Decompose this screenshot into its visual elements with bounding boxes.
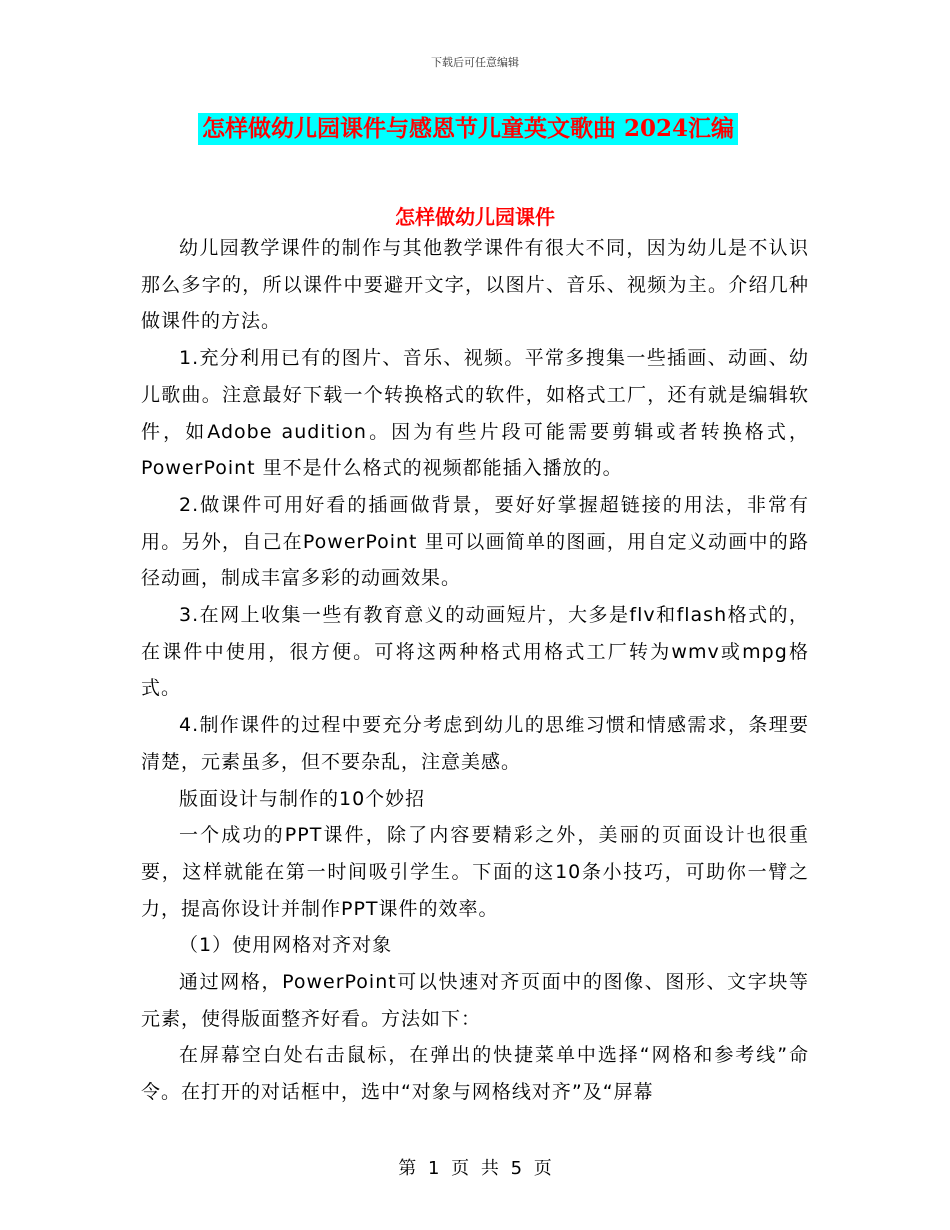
paragraph-tip-1: 1.充分利用已有的图片、音乐、视频。平常多搜集一些插画、动画、幼儿歌曲。注意最好下载一个转换格式的软件，如格式工厂，还有就是编辑软件，如Adobe audition。因为有些片段可能需要剪辑或者转换格式，PowerPoint 里不是什么格式的视频都能插入播放的。 [141,347,809,480]
document-title: 怎样做幼儿园课件与感恩节儿童英文歌曲 2024汇编 [198,113,738,145]
section-title: 怎样做幼儿园课件 [395,205,555,229]
page-footer: 第 1 页 共 5 页 [398,1158,552,1179]
paragraph-grid-intro: 通过网格，PowerPoint可以快速对齐页面中的图像、图形、文字块等元素，使得版面整齐好看。方法如下： [141,971,809,1030]
paragraph-item-1-heading: （1）使用网格对齐对象 [179,934,393,957]
paragraph-intro: 幼儿园教学课件的制作与其他教学课件有很大不同，因为幼儿是不认识那么多字的，所以课件中要避开文字，以图片、音乐、视频为主。介绍几种做课件的方法。 [141,237,809,333]
paragraph-grid-steps: 在屏幕空白处右击鼠标，在弹出的快捷菜单中选择“网格和参考线”命令。在打开的对话框中，选中“对象与网格线对齐”及“屏幕 [141,1044,809,1104]
paragraph-tip-2: 2.做课件可用好看的插画做背景，要好好掌握超链接的用法，非常有用。另外，自己在PowerPoint 里可以画简单的图画，用自定义动画中的路径动画，制成丰富多彩的动画效果。 [141,493,809,590]
header-note: 下载后可任意编辑 [431,56,519,69]
body-text [141,230,809,1111]
paragraph-subheading: 版面设计与制作的10个妙招 [179,787,426,810]
paragraph-ppt-intro: 一个成功的PPT课件，除了内容要精彩之外，美丽的页面设计也很重要，这样就能在第一时间吸引学生。下面的这10条小技巧，可助你一臂之力，提高你设计并制作PPT课件的效率。 [141,824,809,920]
paragraph-tip-4: 4.制作课件的过程中要充分考虑到幼儿的思维习惯和情感需求，条理要清楚，元素虽多，但不要杂乱，注意美感。 [141,714,809,773]
paragraph-tip-3: 3.在网上收集一些有教育意义的动画短片，大多是flv和flash格式的，在课件中使用，很方便。可将这两种格式用格式工厂转为wmv或mpg格式。 [141,604,809,700]
